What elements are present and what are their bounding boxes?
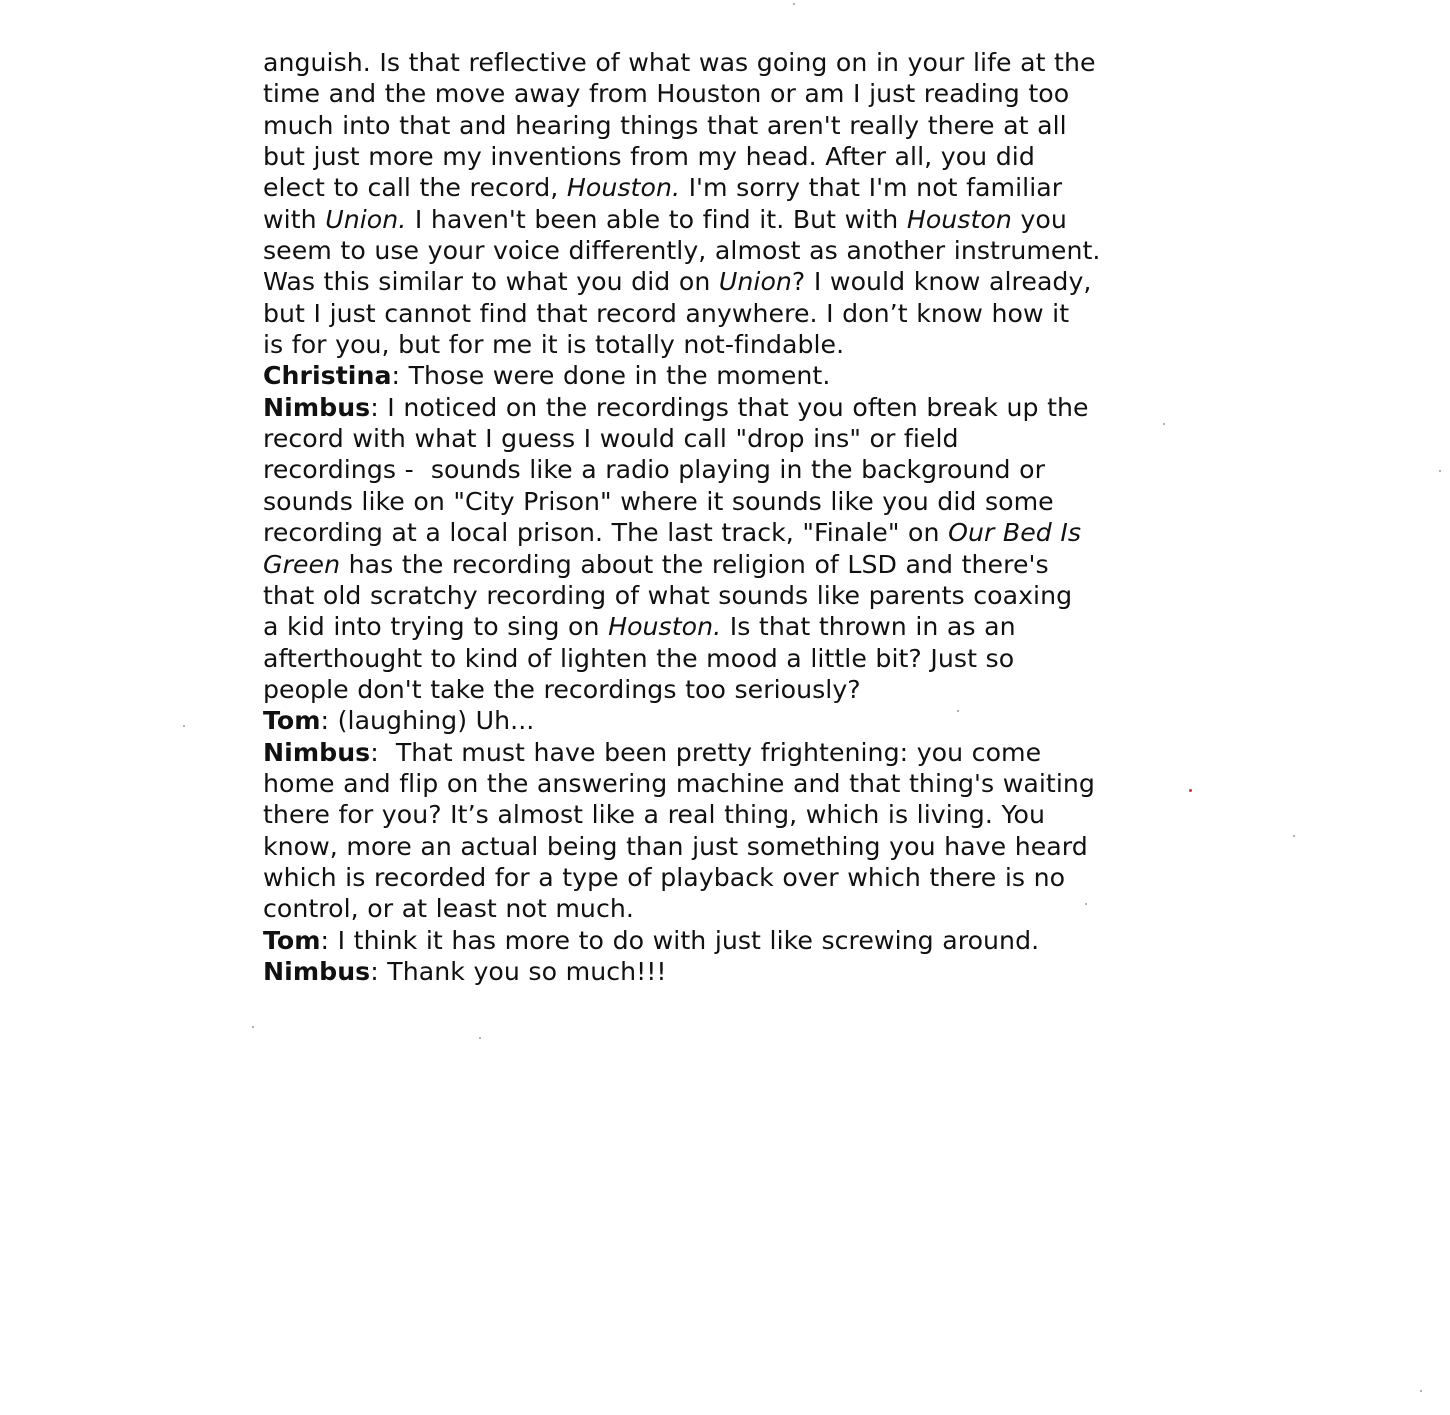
interview-transcript: [263, 47, 1123, 987]
scan-speck: [1163, 423, 1165, 425]
transcript-line: [263, 329, 1123, 360]
transcript-text: recording at a local prison. The last track, "Finale" on: [263, 518, 949, 548]
album-title: Houston.: [608, 612, 722, 642]
transcript-text: there for you? It’s almost like a real thing, which is living. You: [263, 800, 1046, 830]
transcript-line: [263, 705, 1123, 736]
scan-speck: [1439, 470, 1441, 472]
transcript-text: home and flip on the answering machine and that thing's waiting: [263, 768, 1095, 798]
transcript-text: with: [263, 204, 326, 234]
transcript-text: that old scratchy recording of what sounds like parents coaxing: [263, 580, 1073, 610]
scan-speck: [252, 1026, 254, 1028]
transcript-line: [263, 360, 1123, 391]
transcript-line: [263, 235, 1123, 266]
transcript-text: you: [1011, 204, 1067, 234]
transcript-line: [263, 423, 1123, 454]
transcript-line: [263, 549, 1123, 580]
album-title: Houston.: [566, 173, 681, 203]
transcript-text: much into that and hearing things that aren't really there at all: [263, 110, 1067, 140]
transcript-line: [263, 517, 1123, 548]
transcript-text: seem to use your voice differently, almost as another instrument.: [263, 236, 1101, 266]
transcript-text: record with what I guess I would call "drop ins" or field: [263, 424, 959, 454]
album-title: Houston: [906, 204, 1012, 234]
transcript-text: sounds like on "City Prison" where it sounds like you did some: [263, 486, 1054, 516]
transcript-text: : That must have been pretty frightening: you come: [370, 737, 1042, 767]
transcript-line: [263, 486, 1123, 517]
transcript-line: [263, 799, 1123, 830]
scan-speck: [183, 725, 185, 727]
transcript-text: a kid into trying to sing on: [263, 612, 609, 642]
scan-speck: [1085, 903, 1087, 905]
transcript-line: [263, 454, 1123, 485]
transcript-text: : (laughing) Uh...: [320, 706, 535, 736]
speaker-name: Nimbus: [263, 737, 371, 767]
album-title: Union: [718, 267, 792, 297]
transcript-line: [263, 298, 1123, 329]
transcript-text: anguish. Is that reflective of what was going on in your life at the: [263, 48, 1096, 77]
scan-speck: [479, 1037, 481, 1039]
transcript-line: [263, 47, 1123, 78]
transcript-text: : I noticed on the recordings that you often break up the: [370, 392, 1089, 422]
transcript-text: know, more an actual being than just something you have heard: [263, 831, 1088, 861]
transcript-text: ? I would know already,: [791, 267, 1092, 297]
transcript-line: [263, 110, 1123, 141]
transcript-text: elect to call the record,: [263, 173, 567, 203]
transcript-text: : I think it has more to do with just like screwing around.: [320, 925, 1040, 955]
transcript-text: but just more my inventions from my head. After all, you did: [263, 142, 1035, 172]
transcript-text: has the recording about the religion of LSD and there's: [340, 549, 1049, 579]
transcript-line: [263, 611, 1123, 642]
scan-speck: [957, 710, 959, 712]
transcript-text: afterthought to kind of lighten the mood a little bit? Just so: [263, 643, 1015, 673]
transcript-text: control, or at least not much.: [263, 894, 634, 924]
speaker-name: Tom: [263, 706, 321, 736]
scan-speck: [1189, 789, 1192, 792]
transcript-text: : Thank you so much!!!: [370, 956, 667, 986]
scan-speck: [1420, 1390, 1422, 1392]
transcript-line: [263, 172, 1123, 203]
album-title: Green: [263, 549, 341, 579]
transcript-text: but I just cannot find that record anywhere. I don’t know how it: [263, 298, 1070, 328]
transcript-line: [263, 768, 1123, 799]
transcript-text: which is recorded for a type of playback over which there is no: [263, 862, 1066, 892]
transcript-text: Was this similar to what you did on: [263, 267, 719, 297]
scan-speck: [1293, 835, 1295, 837]
transcript-line: [263, 674, 1123, 705]
album-title: Our Bed Is: [948, 518, 1082, 548]
transcript-line: [263, 643, 1123, 674]
transcript-text: I haven't been able to find it. But with: [406, 204, 907, 234]
transcript-line: [263, 204, 1123, 235]
speaker-name: Christina: [263, 361, 392, 391]
transcript-text: is for you, but for me it is totally not-findable.: [263, 330, 845, 360]
transcript-line: [263, 737, 1123, 768]
transcript-text: I'm sorry that I'm not familiar: [680, 173, 1063, 203]
transcript-text: time and the move away from Houston or am I just reading too: [263, 79, 1070, 109]
transcript-line: [263, 141, 1123, 172]
transcript-line: [263, 392, 1123, 423]
album-title: Union.: [325, 204, 407, 234]
speaker-name: Tom: [263, 925, 321, 955]
transcript-text: people don't take the recordings too seriously?: [263, 674, 861, 704]
transcript-line: [263, 580, 1123, 611]
transcript-line: [263, 956, 1123, 987]
speaker-name: Nimbus: [263, 956, 371, 986]
transcript-line: [263, 862, 1123, 893]
transcript-line: [263, 266, 1123, 297]
transcript-line: [263, 925, 1123, 956]
transcript-line: [263, 893, 1123, 924]
transcript-line: [263, 78, 1123, 109]
transcript-line: [263, 831, 1123, 862]
transcript-text: recordings - sounds like a radio playing in the background or: [263, 455, 1045, 485]
transcript-text: Is that thrown in as an: [721, 612, 1016, 642]
speaker-name: Nimbus: [263, 392, 371, 422]
scan-speck: [793, 3, 795, 5]
transcript-text: : Those were done in the moment.: [391, 361, 831, 391]
